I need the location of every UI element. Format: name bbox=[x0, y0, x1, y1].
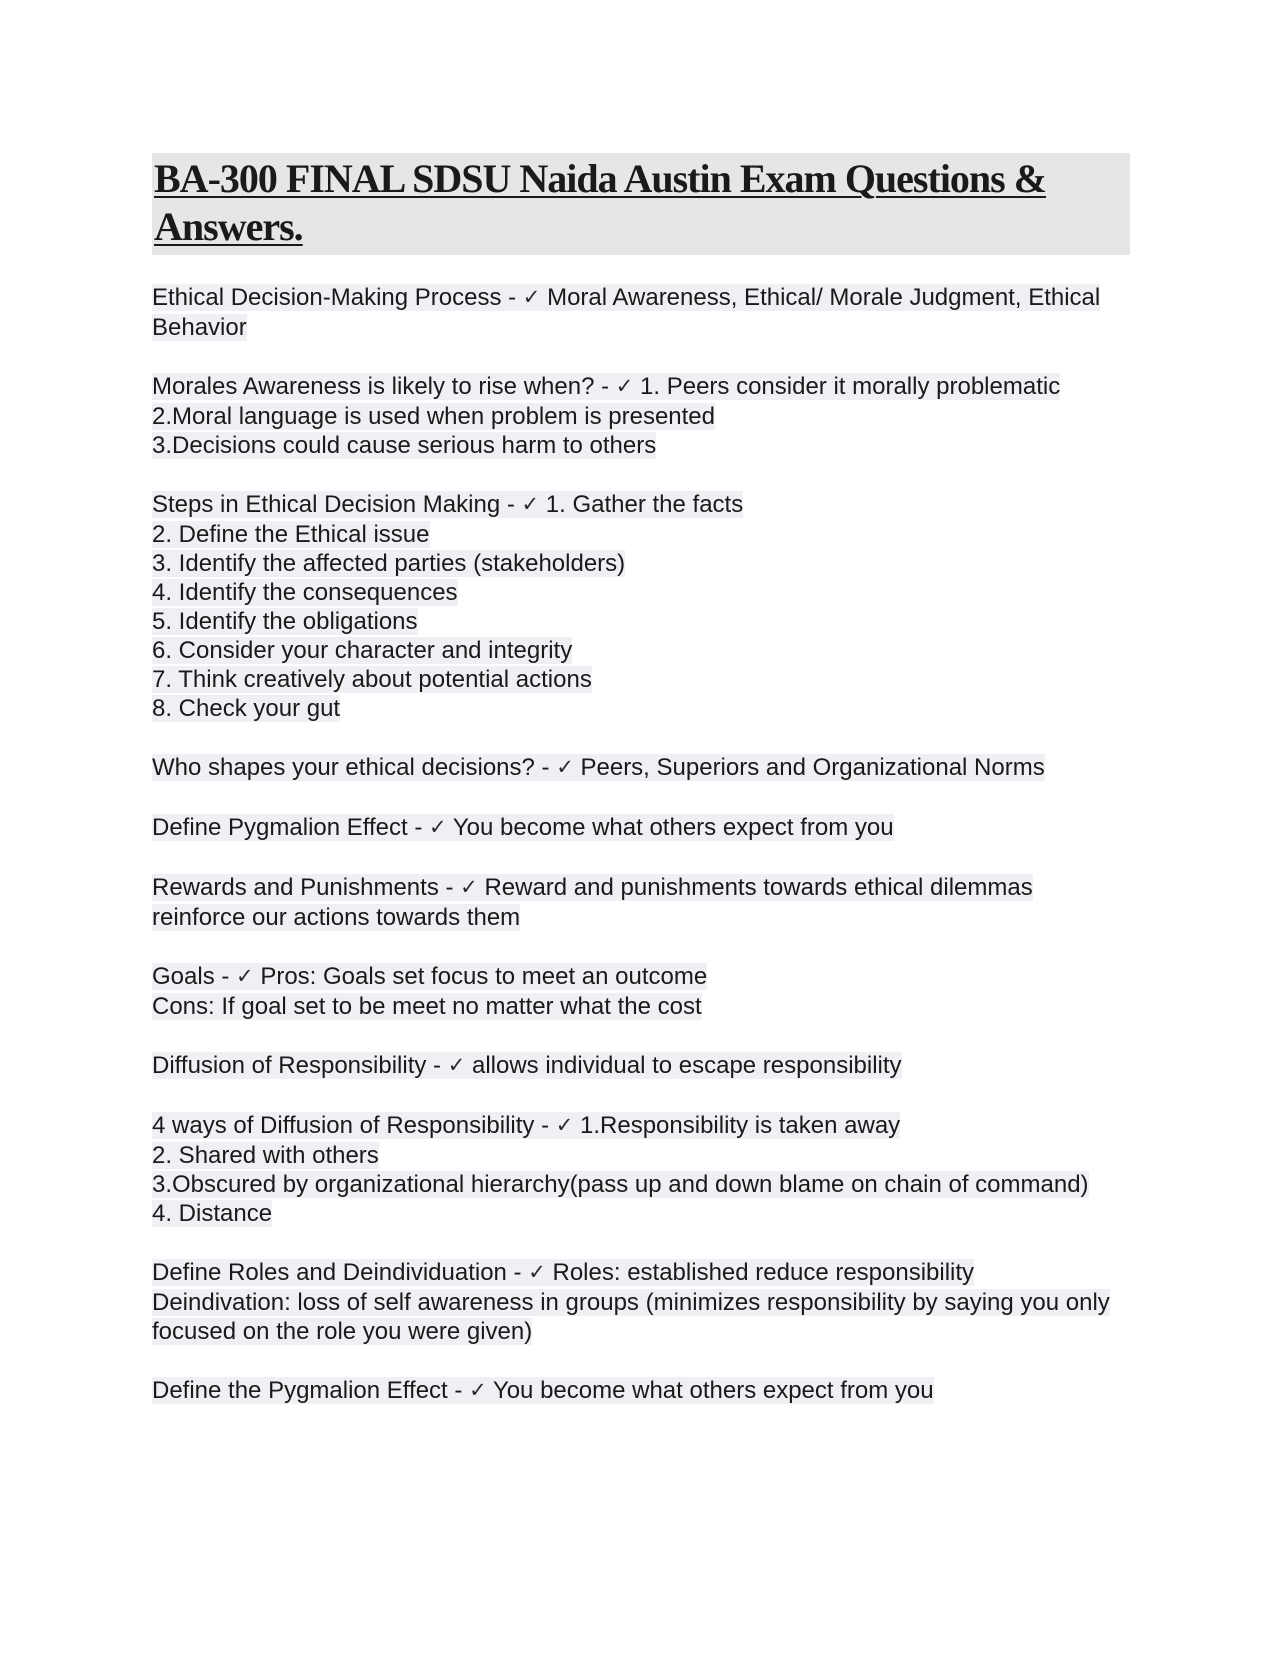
check-icon: ✓ bbox=[528, 1260, 546, 1284]
answer-text: Pros: Goals set focus to meet an outcome bbox=[260, 963, 708, 990]
highlight: Rewards and Punishments - ✓ Reward and punishments towards ethical dilemmas reinforce our actions towards them bbox=[152, 874, 1033, 931]
qa-item bbox=[152, 873, 1130, 932]
highlight: Define the Pygmalion Effect - ✓ You become what others expect from you bbox=[152, 1377, 934, 1404]
answer-text: 7. Think creatively about potential actions bbox=[152, 666, 592, 693]
qa-item bbox=[152, 1258, 1130, 1346]
answer-line bbox=[152, 1199, 1130, 1228]
highlight bbox=[152, 550, 625, 577]
highlight: Steps in Ethical Decision Making - ✓ 1. Gather the facts bbox=[152, 491, 744, 518]
question-text: 4 ways of Diffusion of Responsibility bbox=[152, 1112, 535, 1139]
answer-text: 2.Moral language is used when problem is presented bbox=[152, 403, 716, 430]
qa-item bbox=[152, 372, 1130, 460]
answer-line bbox=[152, 549, 1130, 578]
qa-first-line bbox=[152, 1051, 1130, 1081]
check-icon: ✓ bbox=[556, 755, 574, 779]
highlight: Define Roles and Deindividuation - ✓ Roles: established reduce responsibility bbox=[152, 1259, 975, 1286]
qa-first-line bbox=[152, 1376, 1130, 1406]
check-icon: ✓ bbox=[447, 1053, 466, 1077]
answer-text: 4. Identify the consequences bbox=[152, 579, 458, 606]
highlight bbox=[152, 993, 702, 1020]
answer-text: Deindivation: loss of self awareness in groups (minimizes responsibility by saying you only focused on the role you were given) bbox=[152, 1289, 1110, 1345]
answer-text: You become what others expect from you bbox=[452, 814, 894, 841]
check-icon: ✓ bbox=[615, 374, 634, 398]
check-icon: ✓ bbox=[429, 815, 447, 839]
qa-first-line bbox=[152, 813, 1130, 843]
answer-line bbox=[152, 520, 1130, 549]
highlight bbox=[152, 521, 430, 548]
highlight: Ethical Decision-Making Process - ✓ Moral Awareness, Ethical/ Morale Judgment, Ethical Behavior bbox=[152, 284, 1101, 341]
question-text: Ethical Decision-Making Process bbox=[152, 284, 502, 311]
answer-text: 8. Check your gut bbox=[152, 695, 341, 722]
question-text: Who shapes your ethical decisions? bbox=[152, 754, 535, 781]
qa-item bbox=[152, 1051, 1130, 1081]
answer-line bbox=[152, 607, 1130, 636]
answer-line bbox=[152, 1141, 1130, 1170]
answer-text: 3. Identify the affected parties (stakeholders) bbox=[152, 550, 626, 577]
highlight bbox=[152, 1171, 1089, 1198]
check-icon: ✓ bbox=[236, 964, 254, 988]
answer-text: 3.Decisions could cause serious harm to others bbox=[152, 432, 657, 459]
qa-first-line bbox=[152, 1258, 1130, 1288]
question-text: Goals bbox=[152, 963, 215, 990]
check-icon: ✓ bbox=[522, 285, 541, 309]
qa-first-line bbox=[152, 873, 1130, 932]
answer-text: Roles: established reduce responsibility bbox=[552, 1259, 975, 1286]
check-icon: ✓ bbox=[460, 875, 478, 899]
qa-item bbox=[152, 490, 1130, 723]
answer-text: 1. Peers consider it morally problematic bbox=[640, 373, 1061, 400]
highlight bbox=[152, 1200, 272, 1227]
answer-line bbox=[152, 992, 1130, 1021]
answer-line bbox=[152, 402, 1130, 431]
highlight bbox=[152, 1289, 1110, 1345]
qa-item bbox=[152, 813, 1130, 843]
highlight bbox=[152, 695, 340, 722]
answer-text: Peers, Superiors and Organizational Norms bbox=[580, 754, 1045, 781]
highlight: Morales Awareness is likely to rise when? - ✓ 1. Peers consider it morally problematic bbox=[152, 373, 1061, 400]
title-block bbox=[152, 153, 1130, 255]
answer-text: Cons: If goal set to be meet no matter what the cost bbox=[152, 993, 702, 1020]
answer-text: 6. Consider your character and integrity bbox=[152, 637, 573, 664]
answer-line bbox=[152, 431, 1130, 460]
document-page bbox=[152, 153, 1130, 1436]
answer-text: Reward and punishments towards ethical dilemmas reinforce our actions towards them bbox=[152, 874, 1033, 931]
question-text: Define Pygmalion Effect bbox=[152, 814, 408, 841]
answer-line bbox=[152, 636, 1130, 665]
highlight: Define Pygmalion Effect - ✓ You become what others expect from you bbox=[152, 814, 894, 841]
highlight bbox=[152, 579, 458, 606]
highlight bbox=[152, 637, 572, 664]
answer-text: 2. Define the Ethical issue bbox=[152, 521, 430, 548]
qa-item bbox=[152, 1376, 1130, 1406]
answer-text: 2. Shared with others bbox=[152, 1142, 379, 1169]
answer-text: 3.Obscured by organizational hierarchy(pass up and down blame on chain of command) bbox=[152, 1171, 1089, 1198]
answer-text: You become what others expect from you bbox=[492, 1377, 934, 1404]
question-text: Define the Pygmalion Effect bbox=[152, 1377, 448, 1404]
highlight bbox=[152, 403, 715, 430]
answer-text: allows individual to escape responsibility bbox=[471, 1052, 902, 1079]
answer-text: 5. Identify the obligations bbox=[152, 608, 418, 635]
answer-text: 1.Responsibility is taken away bbox=[580, 1112, 901, 1139]
qa-item bbox=[152, 753, 1130, 783]
question-text: Morales Awareness is likely to rise when? bbox=[152, 373, 595, 400]
highlight bbox=[152, 666, 592, 693]
question-text: Steps in Ethical Decision Making bbox=[152, 491, 501, 518]
qa-item bbox=[152, 1111, 1130, 1228]
answer-text: 1. Gather the facts bbox=[545, 491, 744, 518]
document-title: BA-300 FINAL SDSU Naida Austin Exam Questions & Answers. bbox=[154, 156, 1047, 249]
answer-text: Moral Awareness, Ethical/ Morale Judgment, Ethical Behavior bbox=[152, 284, 1101, 341]
answer-line bbox=[152, 578, 1130, 607]
check-icon: ✓ bbox=[469, 1378, 487, 1402]
qa-first-line bbox=[152, 490, 1130, 520]
qa-first-line bbox=[152, 1111, 1130, 1141]
answer-text: 4. Distance bbox=[152, 1200, 273, 1227]
answer-line bbox=[152, 1170, 1130, 1199]
answer-line bbox=[152, 694, 1130, 723]
highlight: Who shapes your ethical decisions? - ✓ Peers, Superiors and Organizational Norms bbox=[152, 754, 1045, 781]
answer-line bbox=[152, 1288, 1130, 1346]
check-icon: ✓ bbox=[555, 1113, 574, 1137]
qa-first-line bbox=[152, 372, 1130, 402]
answer-line bbox=[152, 665, 1130, 694]
question-text: Rewards and Punishments bbox=[152, 874, 439, 901]
qa-item bbox=[152, 283, 1130, 342]
qa-item bbox=[152, 962, 1130, 1021]
qa-list bbox=[152, 283, 1130, 1406]
highlight: Diffusion of Responsibility - ✓ allows individual to escape responsibility bbox=[152, 1052, 902, 1079]
qa-first-line bbox=[152, 753, 1130, 783]
highlight: 4 ways of Diffusion of Responsibility - ✓ 1.Responsibility is taken away bbox=[152, 1112, 901, 1139]
qa-first-line bbox=[152, 962, 1130, 992]
qa-first-line bbox=[152, 283, 1130, 342]
question-text: Diffusion of Responsibility bbox=[152, 1052, 427, 1079]
highlight: Goals - ✓ Pros: Goals set focus to meet an outcome bbox=[152, 963, 708, 990]
question-text: Define Roles and Deindividuation bbox=[152, 1259, 507, 1286]
highlight bbox=[152, 608, 418, 635]
highlight bbox=[152, 1142, 379, 1169]
check-icon: ✓ bbox=[521, 492, 540, 516]
highlight bbox=[152, 432, 656, 459]
